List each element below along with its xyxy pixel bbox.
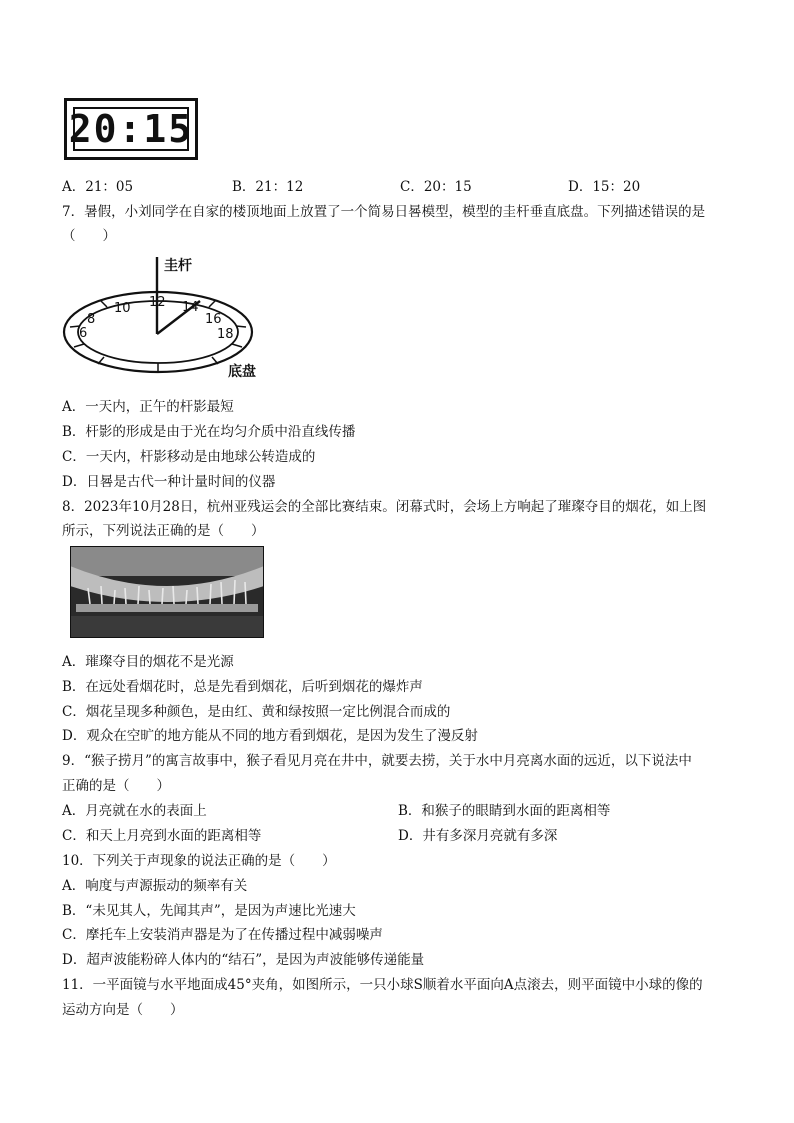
hour-16: 16 [205,312,222,327]
digital-clock-figure [64,98,198,160]
q9-stem-line2: 正确的是（ ） [62,778,170,794]
q8-option-d[interactable]: D．观众在空旷的地方能从不同的地方看到烟花，是因为发生了漫反射 [62,728,478,744]
base-label: 底盘 [228,364,256,380]
q7-option-d[interactable]: D．日晷是古代一种计量时间的仪器 [62,474,276,490]
q10-option-a[interactable]: A．响度与声源振动的频率有关 [62,878,248,894]
clock-display: 20:15 [68,107,194,151]
q11-stem-line2: 运动方向是（ ） [62,1002,184,1018]
q7-option-a[interactable]: A．一天内，正午的杆影最短 [62,399,234,415]
q8-stem-line2: 所示，下列说法正确的是（ ） [62,523,265,539]
q9-option-a[interactable]: A．月亮就在水的表面上 [62,803,207,819]
q10-stem: 10．下列关于声现象的说法正确的是（ ） [62,853,336,869]
q6-option-d[interactable]: D．15：20 [568,179,641,195]
q10-option-c[interactable]: C．摩托车上安装消声器是为了在传播过程中减弱噪声 [62,927,383,943]
q9-stem-line1: 9．“猴子捞月”的寓言故事中，猴子看见月亮在井中，就要去捞，关于水中月亮离水面的远近，以下说法中 [62,753,692,769]
hour-10: 10 [114,301,131,316]
q6-option-a[interactable]: A．21：05 [62,179,134,195]
q7-option-c[interactable]: C．一天内，杆影移动是由地球公转造成的 [62,449,316,465]
q7-option-b[interactable]: B．杆影的形成是由于光在均匀介质中沿直线传播 [62,424,356,440]
hour-8: 8 [87,312,96,327]
q9-option-b[interactable]: B．和猴子的眼睛到水面的距离相等 [398,803,611,819]
hour-18: 18 [217,327,234,342]
q7-stem-line1: 7．暑假，小刘同学在自家的楼顶地面上放置了一个简易日晷模型，模型的圭杆垂直底盘。下列描述错误的是 [62,204,706,220]
q10-option-b[interactable]: B．“未见其人，先闻其声”，是因为声速比光速大 [62,903,356,919]
q8-option-a[interactable]: A．璀璨夺目的烟花不是光源 [62,654,234,670]
hour-6: 6 [79,326,88,341]
q9-option-d[interactable]: D．井有多深月亮就有多深 [398,828,558,844]
q11-stem-line1: 11．一平面镜与水平地面成45°夹角，如图所示，一只小球S顺着水平面向A点滚去，则平面镜中小球的像的 [62,977,703,993]
fireworks-photo [70,546,264,638]
hour-14: 14 [182,300,199,315]
hour-12: 12 [149,295,166,310]
q7-stem-line2: （ ） [62,228,116,244]
q6-option-c[interactable]: C．20：15 [400,179,472,195]
rod-label: 圭杆 [164,258,192,274]
q8-option-c[interactable]: C．烟花呈现多种颜色，是由红、黄和绿按照一定比例混合而成的 [62,704,451,720]
q8-option-b[interactable]: B．在远处看烟花时，总是先看到烟花，后听到烟花的爆炸声 [62,679,423,695]
q8-stem-line1: 8．2023年10月28日，杭州亚残运会的全部比赛结束。闭幕式时，会场上方响起了璀璨夺目的烟花，如上图 [62,499,707,515]
q9-option-c[interactable]: C．和天上月亮到水面的距离相等 [62,828,262,844]
sundial-figure [60,252,270,382]
q10-option-d[interactable]: D．超声波能粉碎人体内的“结石”，是因为声波能够传递能量 [62,952,425,968]
q6-option-b[interactable]: B．21：12 [232,179,304,195]
